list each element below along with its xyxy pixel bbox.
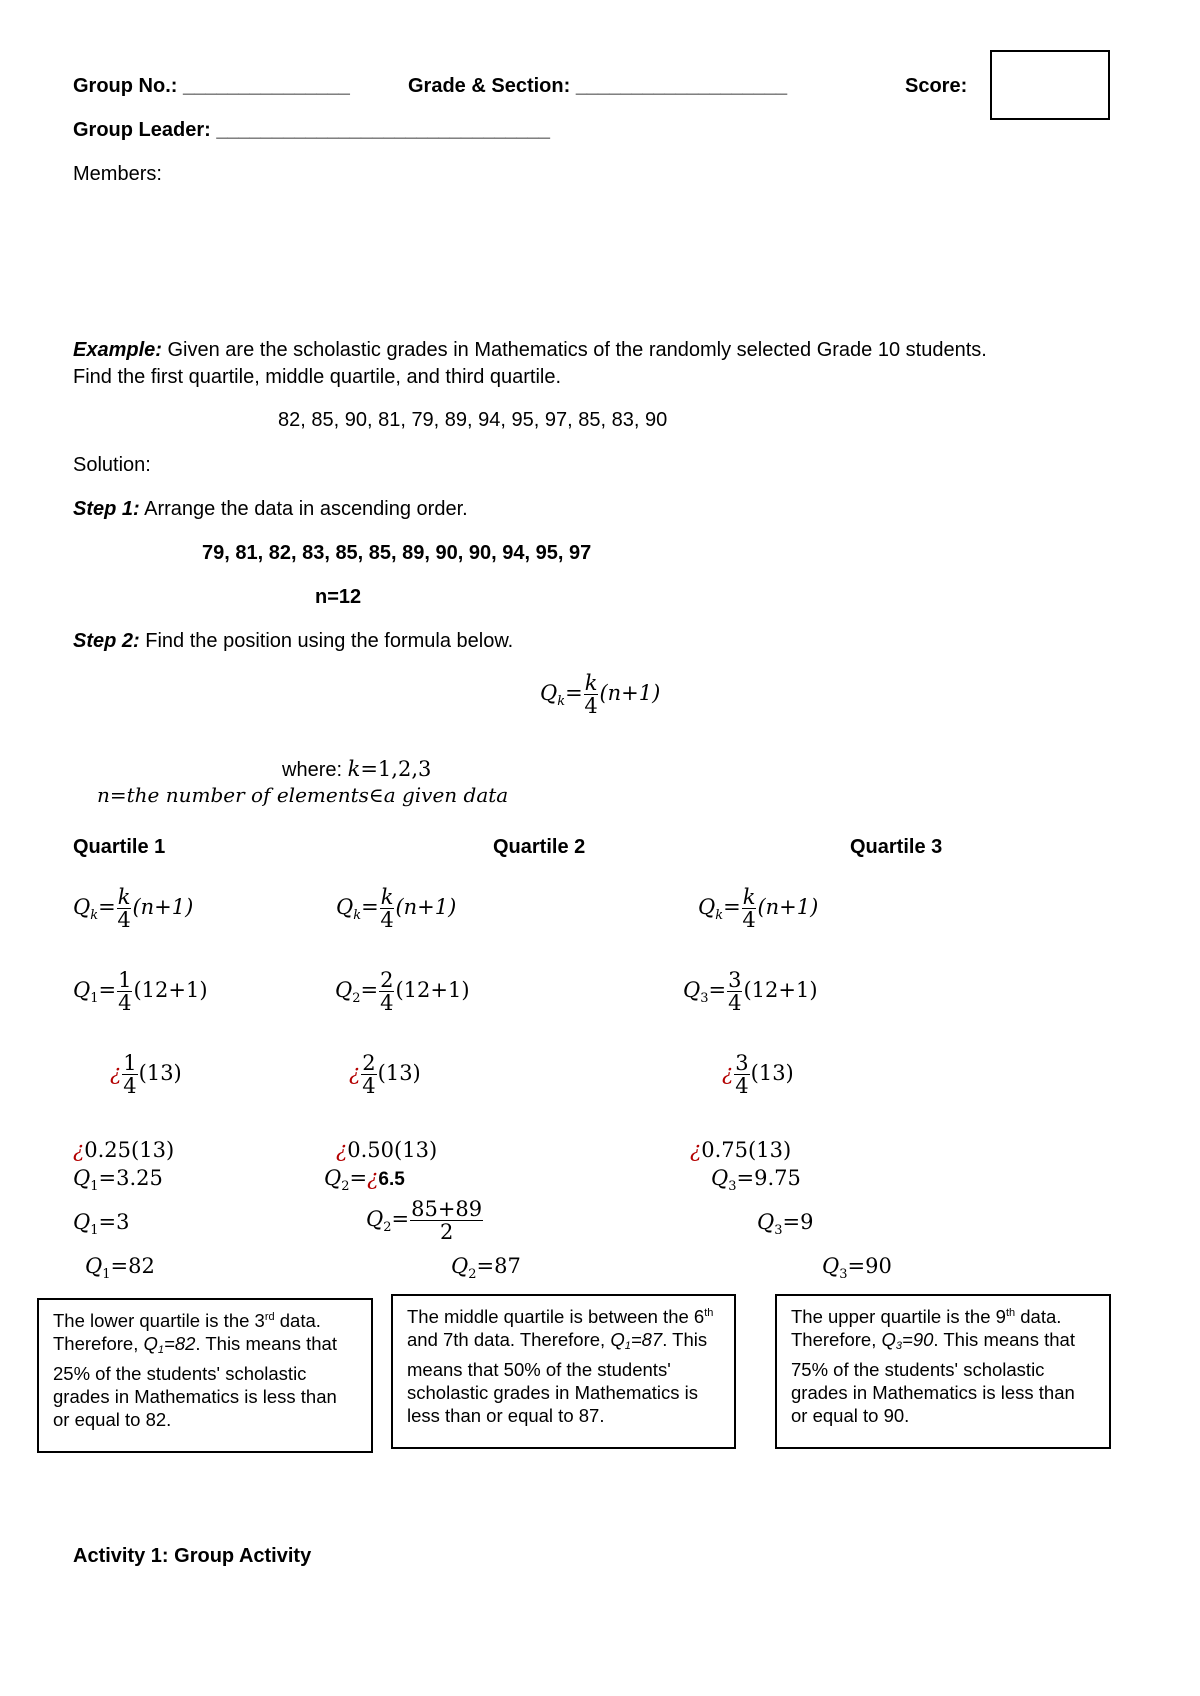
quartile3-header: Quartile 3 [850,836,943,858]
q2-value: $Q_2=87$ [451,1254,521,1282]
q2-position: $Q_2=¿6.5$ [324,1166,405,1194]
step2-label: Step 2: [73,630,140,652]
q3-decimal: ¿0.75(13) [690,1138,792,1162]
quartile2-header: Quartile 2 [493,836,586,858]
step2-text: Find the position using the formula below. [139,630,514,652]
group-leader-field: Group Leader: ______________________________ [73,119,551,141]
step1-line [73,498,468,521]
q1-position: $Q_1=3.25$ [73,1166,163,1194]
quartile1-header: Quartile 1 [73,836,166,858]
q3-rounded: $Q_3=9$ [757,1210,814,1238]
q2-substituted: $Q_2=$ $\frac{2}{4}$ (12+1) [335,968,470,1015]
q1-decimal: ¿0.25(13) [73,1138,175,1162]
example-label: Example: [73,339,162,361]
step1-label: Step 1: [73,498,140,520]
sorted-data: 79, 81, 82, 83, 85, 85, 89, 90, 90, 94, 95, 97 [202,542,592,564]
q1-value: $Q_1=82$ [85,1254,155,1282]
score-box [990,50,1110,120]
q1-rounded: $Q_1=3$ [73,1210,130,1238]
q1-times-13: ¿ $\frac{1}{4}$ (13) [110,1051,182,1098]
q3-general-formula: $Q_k=$ $\frac{k}{4}$ (n+1) [698,885,819,932]
members-label: Members: [73,163,162,185]
group-no-field: Group No.: _______________ [73,75,350,97]
q1-general-formula: $Q_k=$ $\frac{k}{4}$ (n+1) [73,885,194,932]
main-formula: $Q_k=$ $\frac{k}{4}$ (n+1) [540,671,661,718]
example-line-1 [73,339,987,362]
q2-decimal: ¿0.50(13) [336,1138,438,1162]
example-line-2: Find the first quartile, middle quartile, and third quartile. [73,366,562,388]
q2-times-13: ¿ $\frac{2}{4}$ (13) [349,1051,421,1098]
q2-average: $Q_2=$ $\frac{85+89}{2}$ [366,1197,483,1244]
q3-times-13: ¿ $\frac{3}{4}$ (13) [722,1051,794,1098]
q2-general-formula: $Q_k=$ $\frac{k}{4}$ (n+1) [336,885,457,932]
n-definition: n=the number of elements∈a given data [97,783,509,807]
step2-line [73,630,513,653]
solution-label: Solution: [73,454,151,476]
q1-explanation-box: The lower quartile is the 3rd data. Therefore, Q1=82. This means that 25% of the students' scholastic grades in Mathematics is less than or equal to 82. [37,1298,373,1453]
step1-text: Arrange the data in ascending order. [139,498,468,520]
example-text: Given are the scholastic grades in Mathematics of the randomly selected Grade 10 students. [161,339,987,361]
q3-value: $Q_3=90$ [822,1254,892,1282]
q3-explanation-box: The upper quartile is the 9th data. Therefore, Q3=90. This means that 75% of the students' scholastic grades in Mathematics is less than or equal to 90. [775,1294,1111,1449]
raw-data: 82, 85, 90, 81, 79, 89, 94, 95, 97, 85, 83, 90 [278,409,668,431]
q3-position: $Q_3=9.75$ [711,1166,801,1194]
activity-title: Activity 1: Group Activity [73,1545,312,1567]
n-value: n=12 [315,586,362,608]
q2-explanation-box: The middle quartile is between the 6th and 7th data. Therefore, Q1=87. This means that 50% of the students' scholastic grades in Mathematics is less than or equal to 87. [391,1294,736,1449]
q1-substituted: $Q_1=$ $\frac{1}{4}$ (12+1) [73,968,208,1015]
where-line: where: k=1,2,3 [282,757,432,781]
score-label: Score: [905,75,968,97]
grade-section-field: Grade & Section: ___________________ [408,75,788,97]
q3-substituted: $Q_3=$ $\frac{3}{4}$ (12+1) [683,968,818,1015]
